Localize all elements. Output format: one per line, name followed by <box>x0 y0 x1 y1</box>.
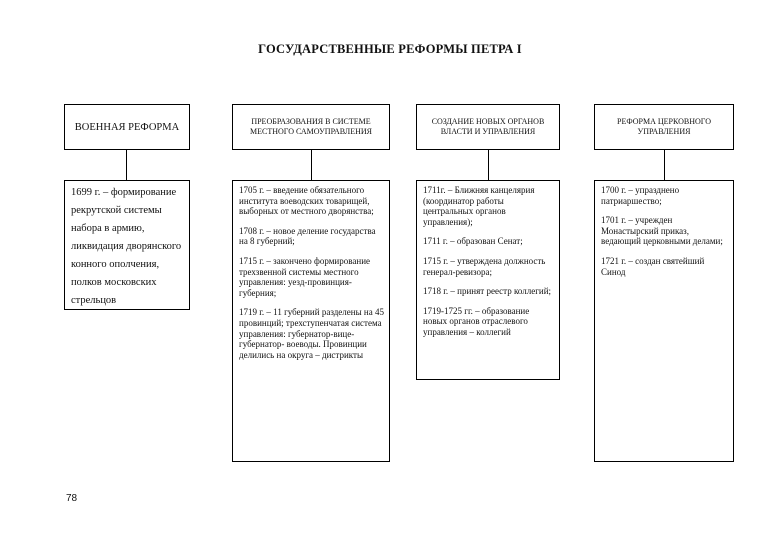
column-new-authorities <box>416 180 560 380</box>
header-local-government <box>232 104 390 150</box>
connector-line <box>488 150 489 180</box>
connector-line <box>664 150 665 180</box>
header-military-reform <box>64 104 190 150</box>
entry: 1715 г. – утверждена должность генерал-ревизора; <box>423 255 546 277</box>
entry: 1711г. – Ближняя канцелярия (координатор работы центральных органов управления); <box>423 185 535 227</box>
column-church-reform <box>594 180 734 462</box>
connector-line <box>126 150 127 180</box>
entry: 1708 г. – новое деление государства на 8 губерний; <box>239 225 376 247</box>
entry: 1701 г. – учрежден Монастырский приказ, ведающий церковными делами; <box>601 215 723 247</box>
entry: 1719-1725 гг. – образование новых органов отраслевого управления – коллегий <box>423 305 530 337</box>
header-new-authorities <box>416 104 560 150</box>
header-label: ВОЕННАЯ РЕФОРМА <box>74 121 180 133</box>
column-military-reform <box>64 180 190 310</box>
header-label: СОЗДАНИЕ НОВЫХ ОРГАНОВ ВЛАСТИ И УПРАВЛЕНИЯ <box>431 117 545 136</box>
header-label: ПРЕОБРАЗОВАНИЯ В СИСТЕМЕ МЕСТНОГО САМОУПРАВЛЕНИЯ <box>249 117 372 136</box>
entry: 1719 г. – 11 губерний разделены на 45 провинций; трехступенчатая система управления: губернатор-вице-губернатор- воеводы. Провинции делились на округа – дистрикты <box>239 307 384 360</box>
connector-line <box>311 150 312 180</box>
column-local-government <box>232 180 390 462</box>
entry: 1721 г. – создан святейший Синод <box>601 255 705 277</box>
page-title: ГОСУДАРСТВЕННЫЕ РЕФОРМЫ ПЕТРА I <box>258 42 522 56</box>
entry: 1699 г. – формирование рекрутской системы набора в армию, ликвидация дворянского конного ополчения, полков московских стрельцов <box>71 187 182 306</box>
entry: 1711 г. – образован Сенат; <box>423 236 523 247</box>
entry: 1700 г. – упразднено патриаршество; <box>601 185 680 206</box>
header-label: РЕФОРМА ЦЕРКОВНОГО УПРАВЛЕНИЯ <box>617 117 711 136</box>
entry: 1715 г. – закончено формирование трехзвенной системы местного управления: уезд-провинция-губерния; <box>239 255 371 298</box>
entry: 1705 г. – введение обязательного института воеводских товарищей, выборных от местного дворянства; <box>239 185 374 217</box>
page-number: 78 <box>66 493 78 504</box>
header-church-reform <box>594 104 734 150</box>
entry: 1718 г. – принят реестр коллегий; <box>423 286 552 297</box>
